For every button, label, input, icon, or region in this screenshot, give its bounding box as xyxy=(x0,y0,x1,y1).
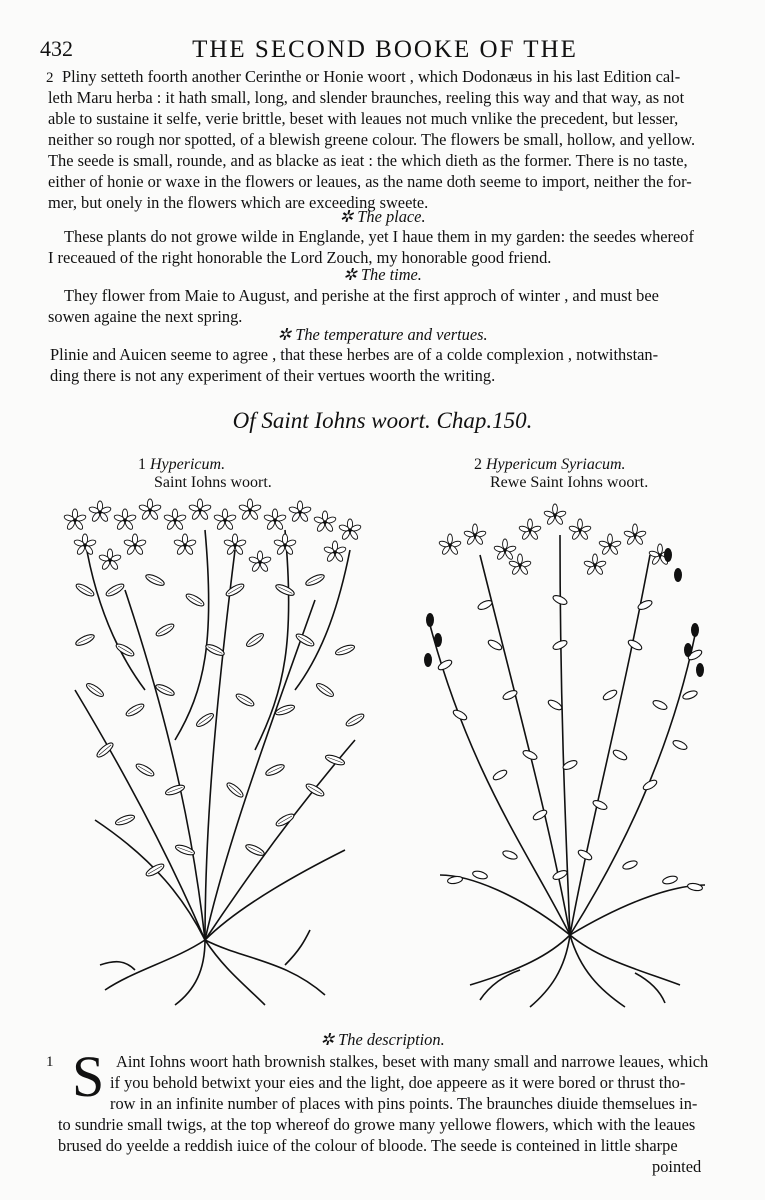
running-title: THE SECOND BOOKE OF THE xyxy=(192,36,578,63)
text-line: neither so rough nor spotted, of a blewish greene colour. The flowers be small, hollow, and yellow. xyxy=(48,130,696,149)
text-line: able to sustaine it selfe, verie brittle, beset with leaues not much vnlike the precedent, but lesser, xyxy=(48,109,679,128)
page-header xyxy=(40,36,730,64)
figure-number: 2 xyxy=(474,456,482,473)
text-line: sowen againe the next spring. xyxy=(48,307,243,326)
figure-latin-name: Hypericum Syriacum. xyxy=(486,456,626,473)
section-heading-temperature: ✲ The temperature and vertues. xyxy=(277,325,488,344)
figure-english-name: Saint Iohns woort. xyxy=(154,474,272,491)
text-line: either of honie or waxe in the flowers or leaues, as the name doth seeme to import, neither the for- xyxy=(48,172,692,191)
figure-number: 1 xyxy=(138,456,146,473)
woodcut-rewe-saint-johns-wort xyxy=(410,495,730,1015)
figure-caption-2 xyxy=(474,456,648,492)
text-line: leth Maru herba : it hath small, long, and slender braunches, reeling this way and that way, as not xyxy=(48,88,685,107)
text-line: row in an infinite number of places with pins points. The braunches diuide themselues in- xyxy=(110,1094,698,1113)
text-line: to sundrie small twigs, at the top whereof do growe many yellowe flowers, which with the leaues xyxy=(58,1115,696,1134)
chapter-title: Of Saint Iohns woort. Chap.150. xyxy=(232,408,533,433)
text-line: Plinie and Auicen seeme to agree , that these herbes are of a colde complexion , notwithstan- xyxy=(50,345,659,364)
text-line: The seede is small, rounde, and as blacke as ieat : the which dieth as the former. There is no taste, xyxy=(48,151,688,170)
text-line: if you behold betwixt your eies and the light, doe appeere as it were bored or thrust tho- xyxy=(110,1073,686,1092)
text-line: mer, but onely in the flowers which are exceeding sweete. xyxy=(48,193,429,212)
woodcut-saint-johns-wort xyxy=(55,490,375,1010)
section-heading-place: ✲ The place. xyxy=(339,207,426,226)
item-number: 2 xyxy=(46,70,54,86)
text-line: ding there is not any experiment of their vertues woorth the writing. xyxy=(50,366,496,385)
drop-cap: S xyxy=(72,1044,105,1109)
item-number: 1 xyxy=(46,1054,54,1070)
section-heading-description: ✲ The description. xyxy=(320,1030,445,1049)
text-line: They flower from Maie to August, and perishe at the first approch of winter , and must bee xyxy=(64,286,659,305)
text-line: I receaued of the right honorable the Lord Zouch, my honorable good friend. xyxy=(48,248,552,267)
figure-latin-name: Hypericum. xyxy=(150,456,226,473)
figure-caption-1 xyxy=(138,456,272,492)
text-line: These plants do not growe wilde in Englande, yet I haue them in my garden: the seedes whereof xyxy=(64,227,694,246)
text-line: Pliny setteth foorth another Cerinthe or Honie woort , which Dodonæus in his last Edition cal- xyxy=(62,67,681,86)
figure-english-name: Rewe Saint Iohns woort. xyxy=(490,474,649,491)
text-line: brused do yeelde a reddish iuice of the colour of bloode. The seede is conteined in little sharpe xyxy=(58,1136,678,1155)
catchword: pointed xyxy=(652,1157,702,1176)
text-line: Aint Iohns woort hath brownish stalkes, beset with many small and narrowe leaues, which xyxy=(116,1052,709,1071)
section-heading-time: ✲ The time. xyxy=(343,265,422,284)
page-number: 432 xyxy=(40,36,73,61)
